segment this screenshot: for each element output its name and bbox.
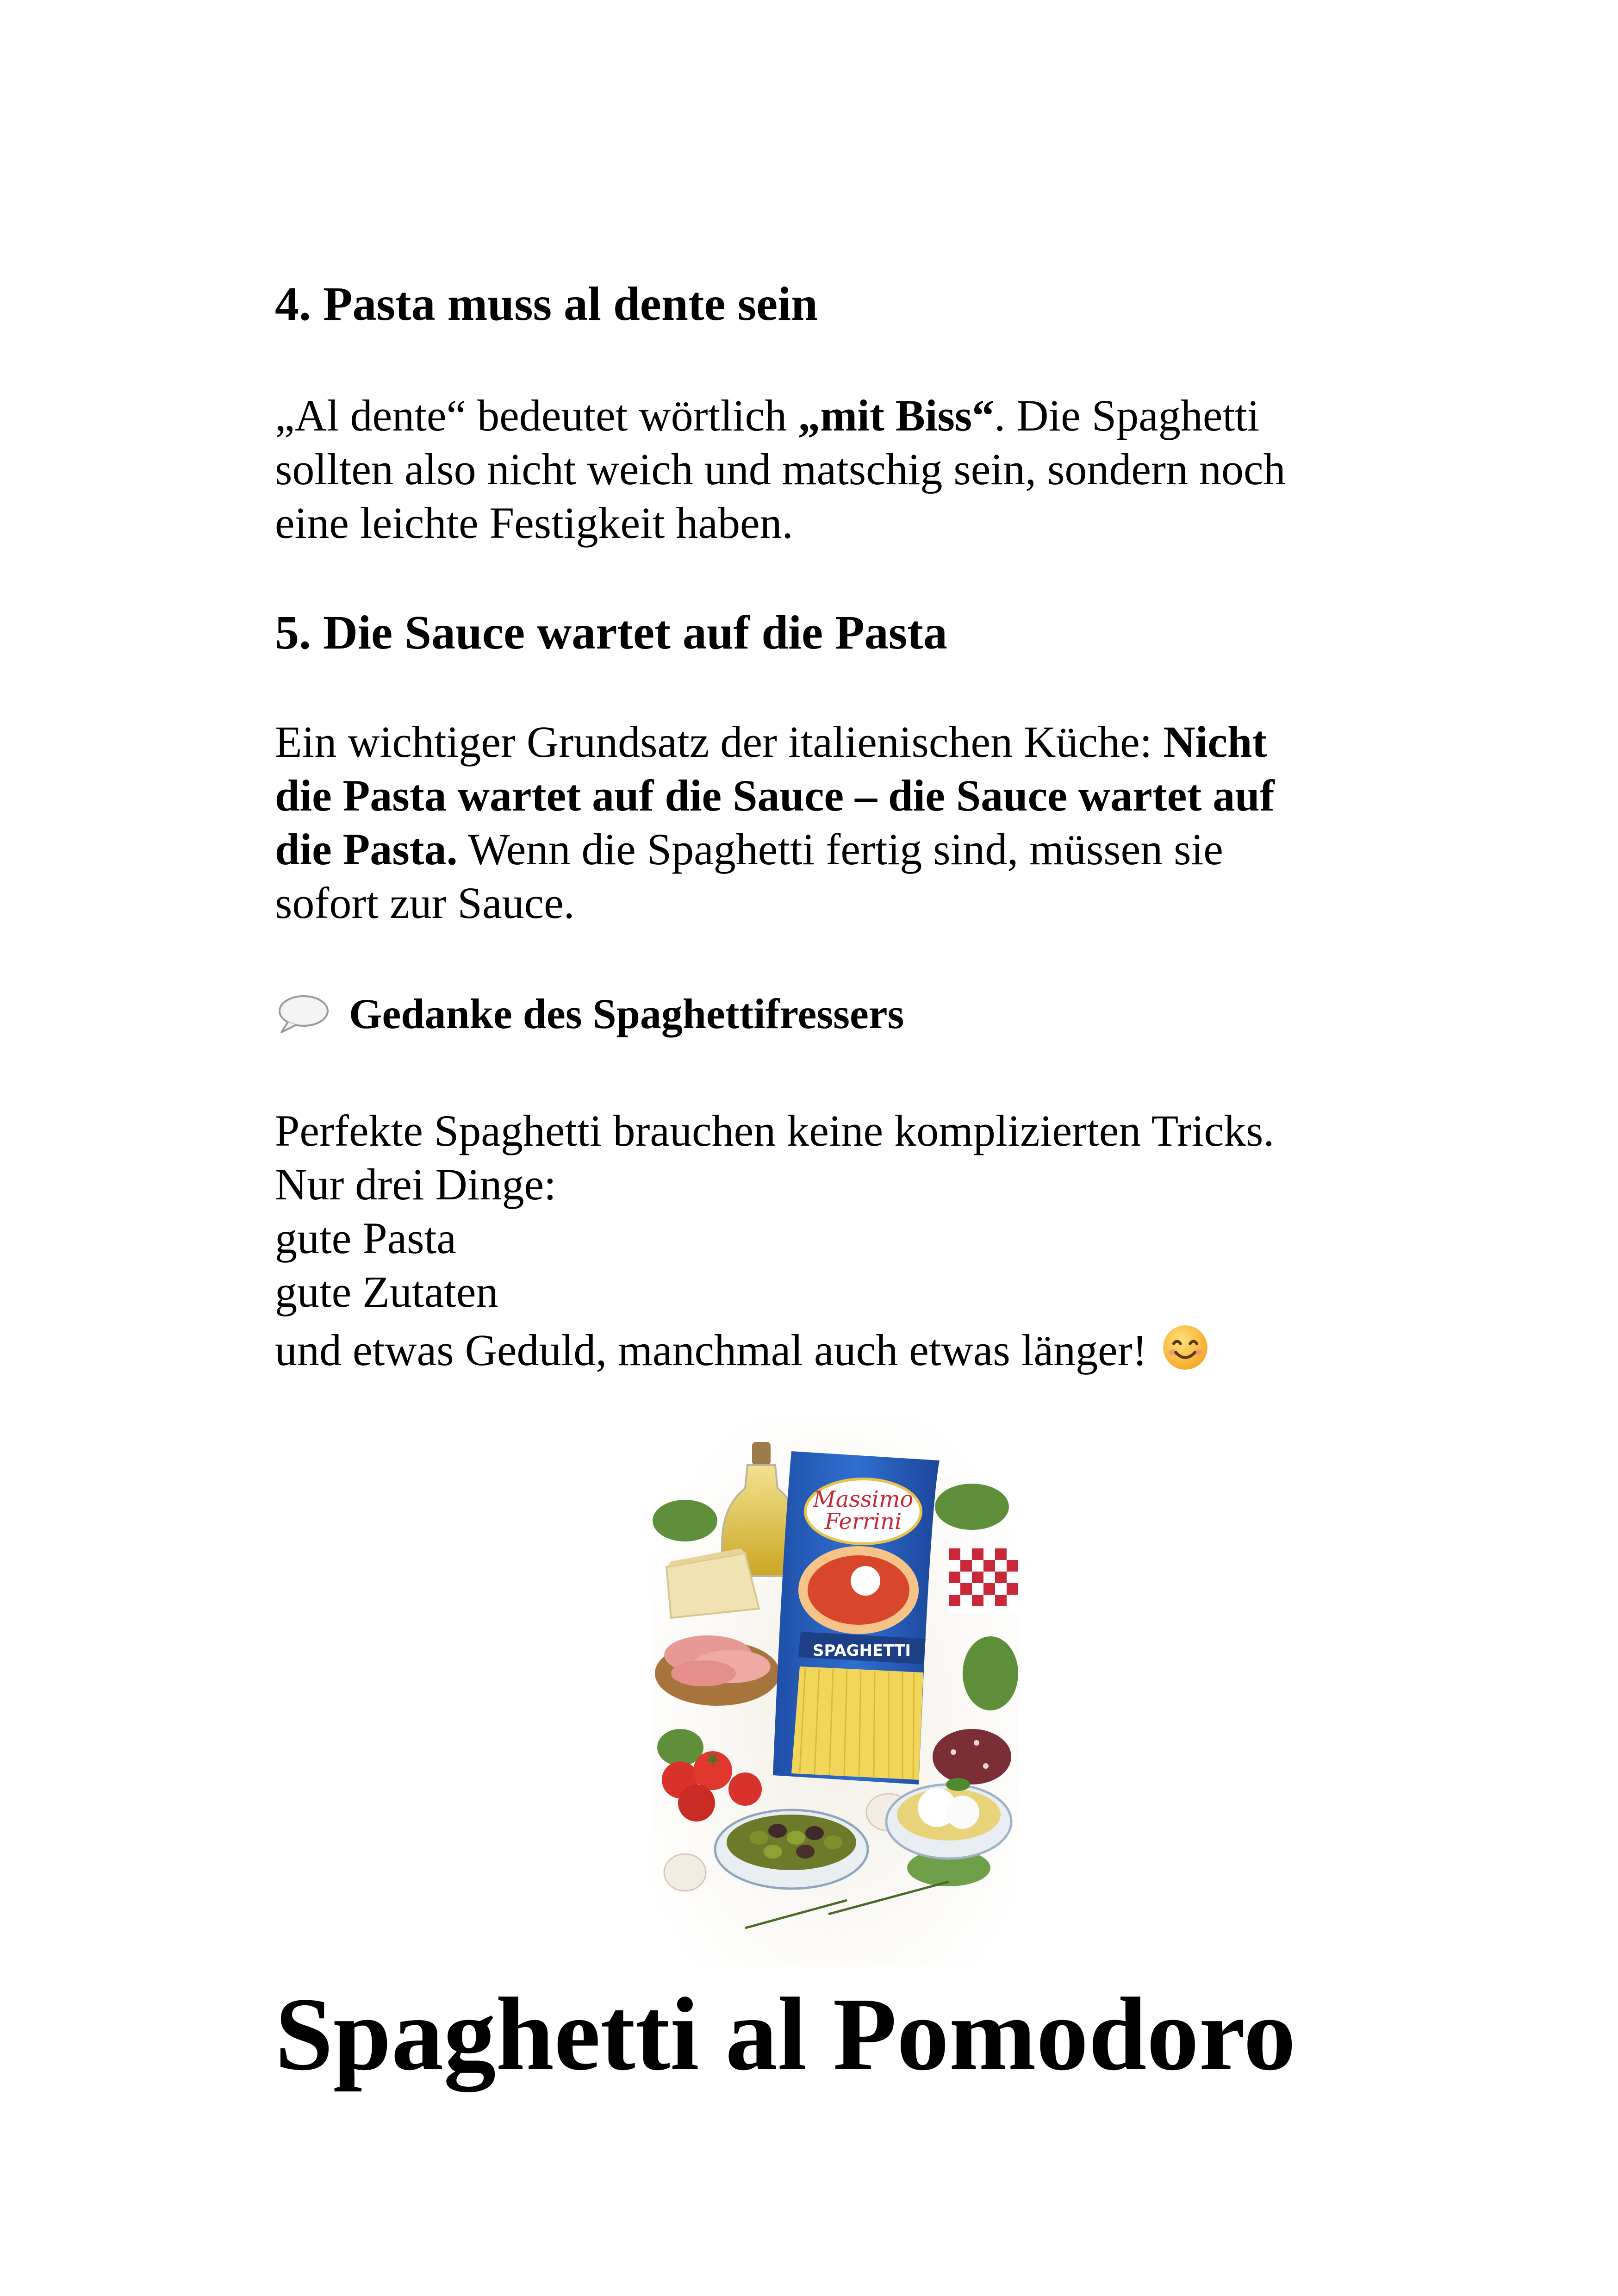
paragraph-line: eine leichte Festigkeit haben. xyxy=(275,498,793,548)
section-5-heading: 5. Die Sauce wartet auf die Pasta xyxy=(275,606,947,659)
smiling-face-icon xyxy=(1161,1323,1209,1372)
bold-text-run: „mit Biss“ xyxy=(798,391,995,440)
paragraph-line xyxy=(275,769,1275,823)
olive-bowl-shape xyxy=(715,1810,868,1889)
text-run: Ein wichtiger Grundsatz der italienischen Küche: xyxy=(275,717,1164,767)
checkered-cloth-shape xyxy=(949,1548,1018,1613)
closing-paragraph xyxy=(275,1104,1274,1377)
thought-heading: Gedanke des Spaghettifressers xyxy=(349,990,904,1037)
bold-text-run: Nicht xyxy=(1163,717,1267,767)
product-label: SPAGHETTI xyxy=(812,1641,911,1660)
brand-name-line1: Massimo xyxy=(813,1486,914,1512)
bold-text-run: die Pasta. xyxy=(275,824,458,874)
bold-text-run: die Pasta wartet auf die Sauce – die Sauce wartet auf xyxy=(275,771,1275,820)
text-run: „Al dente“ bedeutet wörtlich xyxy=(275,391,798,440)
text-run: und etwas Geduld, manchmal auch etwas länger! xyxy=(275,1325,1147,1375)
paragraph-line: gute Pasta xyxy=(275,1213,456,1263)
section-4-paragraph xyxy=(275,389,1286,550)
salami-shape xyxy=(933,1729,1011,1784)
paragraph-line: sollten also nicht weich und matschig sein, sondern noch xyxy=(275,444,1286,494)
paragraph-line xyxy=(275,823,1275,876)
spaghetti-ingredients-illustration xyxy=(653,1414,1018,1967)
paragraph-line: gute Zutaten xyxy=(275,1267,498,1316)
paragraph-line xyxy=(275,715,1275,769)
paragraph-line xyxy=(275,389,1286,443)
paragraph-line: sofort zur Sauce. xyxy=(275,878,575,928)
section-4-heading: 4. Pasta muss al dente sein xyxy=(275,277,818,331)
recipe-title: Spaghetti al Pomodoro xyxy=(275,1976,1296,2092)
paragraph-line: Nur drei Dinge: xyxy=(275,1160,556,1209)
paragraph-line xyxy=(275,1323,1274,1377)
brand-name-line2: Ferrini xyxy=(824,1509,902,1535)
text-run: . Die Spaghetti xyxy=(994,391,1260,440)
paragraph-line: Perfekte Spaghetti brauchen keine komplizierten Tricks. xyxy=(275,1106,1275,1155)
speech-bubble-icon xyxy=(275,993,330,1035)
pasta-package-shape xyxy=(773,1451,940,1784)
text-run: Wenn die Spaghetti fertig sind, müssen sie xyxy=(457,824,1223,874)
section-5-paragraph xyxy=(275,715,1275,930)
thought-heading-row xyxy=(275,991,904,1037)
